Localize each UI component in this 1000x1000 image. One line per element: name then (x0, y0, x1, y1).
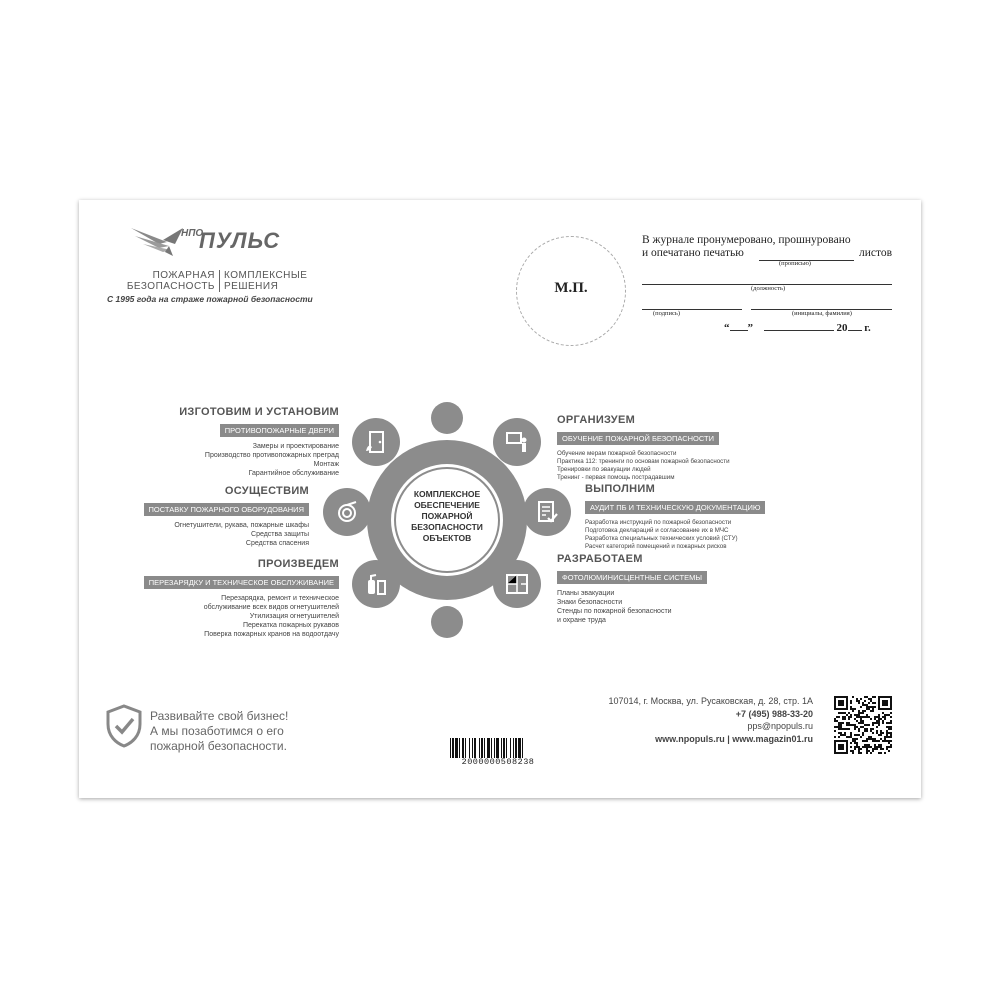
center-title (397, 489, 497, 544)
section-systems-title: РАЗРАБОТАЕМ (557, 553, 643, 565)
section-training (557, 414, 730, 482)
hose-icon (323, 488, 371, 536)
list-item: Средства защиты (251, 531, 309, 538)
list-item: Средства спасения (245, 540, 309, 547)
promo-text (150, 709, 288, 754)
list-item: Обучение мерам пожарной безопасности (557, 450, 677, 457)
section-training-title: ОРГАНИЗУЕМ (557, 414, 636, 426)
contacts (608, 695, 813, 745)
journal-line-1: В журнале пронумеровано, прошнуровано (642, 234, 851, 246)
list-item: Расчет категорий помещений и пожарных рисков (585, 543, 727, 550)
section-equipment-bar: ПОСТАВКУ ПОЖАРНОГО ОБОРУДОВАНИЯ (144, 503, 310, 516)
logo-name: ПУЛЬС (199, 228, 281, 253)
section-recharge (144, 558, 339, 639)
list-item: Производство противопожарных преград (204, 452, 339, 459)
center-title-line-5: ОБЪЕКТОВ (422, 533, 472, 543)
barcode-number: 2000000508238 (461, 757, 535, 767)
barcode (450, 738, 548, 758)
section-doors (179, 406, 339, 478)
journal-line-2-start: и опечатано печатью (642, 247, 744, 259)
contact-address: 107014, г. Москва, ул. Русаковская, д. 28, стр. 1А (608, 696, 813, 706)
list-item: Разработка инструкций по пожарной безопасности (585, 519, 732, 526)
teacher-icon (493, 418, 541, 466)
list-item: Огнетушители, рукава, пожарные шкафы (174, 522, 309, 529)
shield-check-icon (106, 704, 142, 748)
list-item: и охране труда (557, 617, 606, 624)
extinguisher-icon (352, 560, 400, 608)
logo-tagline (125, 270, 325, 294)
list-item: Монтаж (313, 461, 339, 468)
list-item: Знаки безопасности (557, 599, 623, 606)
contact-email: pps@npopuls.ru (747, 721, 813, 731)
list-item: Перекатка пожарных рукавов (242, 622, 339, 629)
list-item: Перезарядка, ремонт и техническое (221, 595, 339, 602)
section-equipment-title: ОСУЩЕСТВИМ (224, 485, 309, 497)
center-title-line-1: КОМПЛЕКСНОЕ (413, 489, 481, 499)
list-item: Замеры и проектирование (252, 443, 339, 450)
door-icon (352, 418, 400, 466)
promo-line-3: пожарной безопасности. (150, 739, 287, 753)
checklist-icon (523, 488, 571, 536)
list-item: Тренировки по эвакуации людей (557, 466, 651, 473)
section-training-bar: ОБУЧЕНИЕ ПОЖАРНОЙ БЕЗОПАСНОСТИ (557, 432, 719, 445)
section-systems-bar: ФОТОЛЮМИНИСЦЕНТНЫЕ СИСТЕМЫ (557, 571, 707, 584)
list-item: Подготовка деклараций и согласование их в МЧС (585, 527, 729, 534)
section-doors-bar: ПРОТИВОПОЖАРНЫЕ ДВЕРИ (220, 424, 339, 437)
hint-signature: (подпись) (653, 310, 680, 317)
contact-phone: +7 (495) 988-33-20 (735, 708, 813, 719)
date-quote-open: “ (724, 322, 730, 334)
document-sheet (79, 200, 921, 798)
list-item: Тренинг - первая помощь пострадавшим (557, 474, 675, 481)
center-title-line-2: ОБЕСПЕЧЕНИЕ (414, 500, 480, 510)
tagline-right-2: РЕШЕНИЯ (224, 281, 279, 292)
list-item: Разработка специальных технических условий (СТУ) (585, 535, 738, 542)
promo-line-2: А мы позаботимся о его (150, 724, 284, 738)
section-audit-title: ВЫПОЛНИМ (585, 483, 656, 495)
date-year-prefix: 20 (836, 322, 848, 334)
hint-words: (прописью) (779, 260, 811, 267)
list-item: Планы эвакуации (557, 590, 615, 597)
company-logo (129, 222, 281, 262)
hint-name: (инициалы, фамилия) (792, 310, 852, 317)
company-motto: С 1995 года на страже пожарной безопасности (107, 294, 313, 304)
promo-line-1: Развивайте свой бизнес! (150, 709, 289, 723)
tagline-left-2: БЕЗОПАСНОСТЬ (126, 281, 215, 292)
date-row (724, 322, 871, 334)
section-recharge-title: ПРОИЗВЕДЕМ (257, 558, 339, 570)
logo-prefix: НПО (181, 228, 204, 239)
center-title-line-3: ПОЖАРНОЙ (421, 511, 473, 521)
list-item: Стенды по пожарной безопасности (557, 608, 672, 615)
tagline-right-1: КОМПЛЕКСНЫЕ (224, 270, 308, 281)
plan-icon (493, 560, 541, 608)
qr-code (834, 696, 892, 754)
bird-logo-icon (129, 222, 189, 258)
stamp-label: М.П. (554, 280, 588, 296)
date-quote-close: ” (747, 322, 753, 334)
section-recharge-bar: ПЕРЕЗАРЯДКУ И ТЕХНИЧЕСКОЕ ОБСЛУЖИВАНИЕ (144, 576, 339, 589)
list-item: обслуживание всех видов огнетушителей (203, 604, 339, 611)
section-audit-bar: АУДИТ ПБ И ТЕХНИЧЕСКУЮ ДОКУМЕНТАЦИЮ (585, 501, 765, 514)
journal-line-2-end: листов (859, 247, 893, 259)
list-item: Практика 112: тренинги по основам пожарной безопасности (557, 458, 730, 465)
section-doors-title: ИЗГОТОВИМ И УСТАНОВИМ (179, 406, 339, 418)
section-audit (585, 483, 765, 551)
date-year-suffix: г. (864, 322, 871, 334)
hint-position: (должность) (751, 285, 786, 292)
tagline-left-1: ПОЖАРНАЯ (152, 270, 215, 281)
section-systems (557, 553, 707, 625)
center-title-line-4: БЕЗОПАСНОСТИ (411, 522, 483, 532)
list-item: Гарантийное обслуживание (248, 470, 339, 477)
section-equipment (144, 485, 310, 548)
list-item: Поверка пожарных кранов на водоотдачу (204, 631, 339, 638)
list-item: Утилизация огнетушителей (249, 613, 339, 620)
contact-sites: www.npopuls.ru | www.magazin01.ru (655, 733, 813, 744)
